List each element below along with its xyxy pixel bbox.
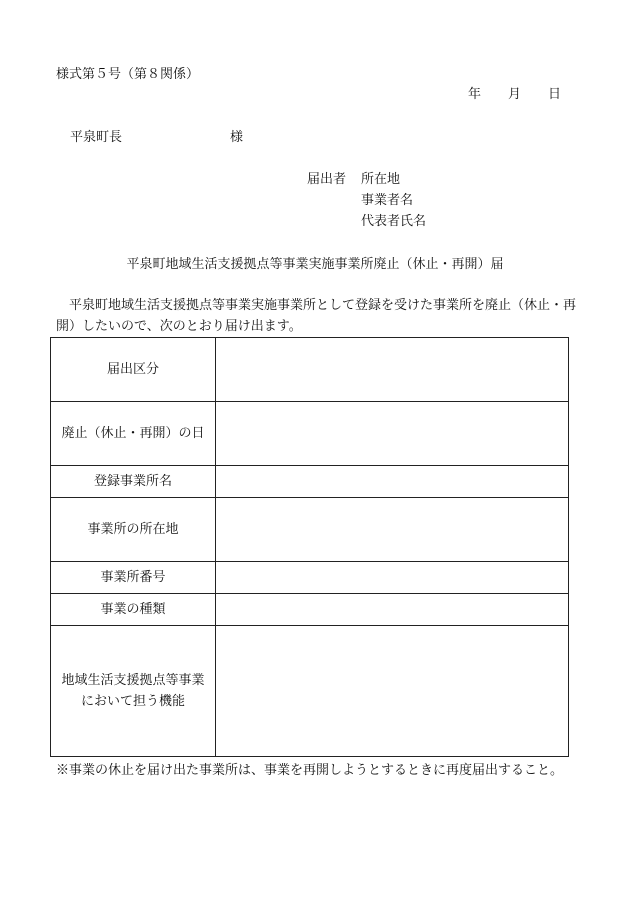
table-row bbox=[51, 338, 569, 402]
table-row bbox=[51, 402, 569, 466]
table-row bbox=[51, 626, 569, 757]
row-value-function[interactable] bbox=[216, 626, 569, 757]
row-label-date: 廃止（休止・再開）の日 bbox=[51, 402, 216, 466]
row-value-office-address[interactable] bbox=[216, 498, 569, 562]
honorific: 様 bbox=[230, 130, 244, 145]
row-label-function-line-2: において担う機能 bbox=[80, 694, 185, 709]
row-label-notification-type: 届出区分 bbox=[51, 338, 216, 402]
row-value-date[interactable] bbox=[216, 402, 569, 466]
notification-table bbox=[50, 337, 569, 757]
body-text: 平泉町地域生活支援拠点等事業実施事業所として登録を受けた事業所を廃止（休止・再開）したいので、次のとおり届け出ます。 bbox=[56, 298, 577, 334]
notifier-address-field: 所在地 bbox=[361, 172, 401, 187]
table-row bbox=[51, 562, 569, 594]
addressee: 平泉町長 bbox=[70, 130, 123, 145]
row-label-function-line-1: 地域生活支援拠点等事業 bbox=[61, 673, 205, 688]
form-number: 様式第５号（第８関係） bbox=[56, 67, 200, 82]
table-row bbox=[51, 466, 569, 498]
table-row bbox=[51, 594, 569, 626]
row-label-office-number: 事業所番号 bbox=[51, 562, 216, 594]
notifier-label: 届出者 bbox=[307, 172, 347, 187]
row-value-notification-type[interactable] bbox=[216, 338, 569, 402]
row-value-office-name[interactable] bbox=[216, 466, 569, 498]
date-year: 年 bbox=[468, 87, 482, 102]
date-day: 日 bbox=[548, 87, 562, 102]
table-row bbox=[51, 498, 569, 562]
row-label-function bbox=[51, 626, 216, 757]
row-label-office-address: 事業所の所在地 bbox=[51, 498, 216, 562]
date-month: 月 bbox=[508, 87, 522, 102]
footnote: ※事業の休止を届け出た事業所は、事業を再開しようとするときに再度届出すること。 bbox=[56, 763, 564, 778]
row-value-business-type[interactable] bbox=[216, 594, 569, 626]
row-label-office-name: 登録事業所名 bbox=[51, 466, 216, 498]
row-label-business-type: 事業の種類 bbox=[51, 594, 216, 626]
notifier-business-name-field: 事業者名 bbox=[361, 193, 414, 208]
date-line bbox=[468, 88, 561, 101]
notifier-representative-field: 代表者氏名 bbox=[361, 214, 427, 229]
row-value-office-number[interactable] bbox=[216, 562, 569, 594]
document-title: 平泉町地域生活支援拠点等事業実施事業所廃止（休止・再開）届 bbox=[126, 257, 504, 272]
